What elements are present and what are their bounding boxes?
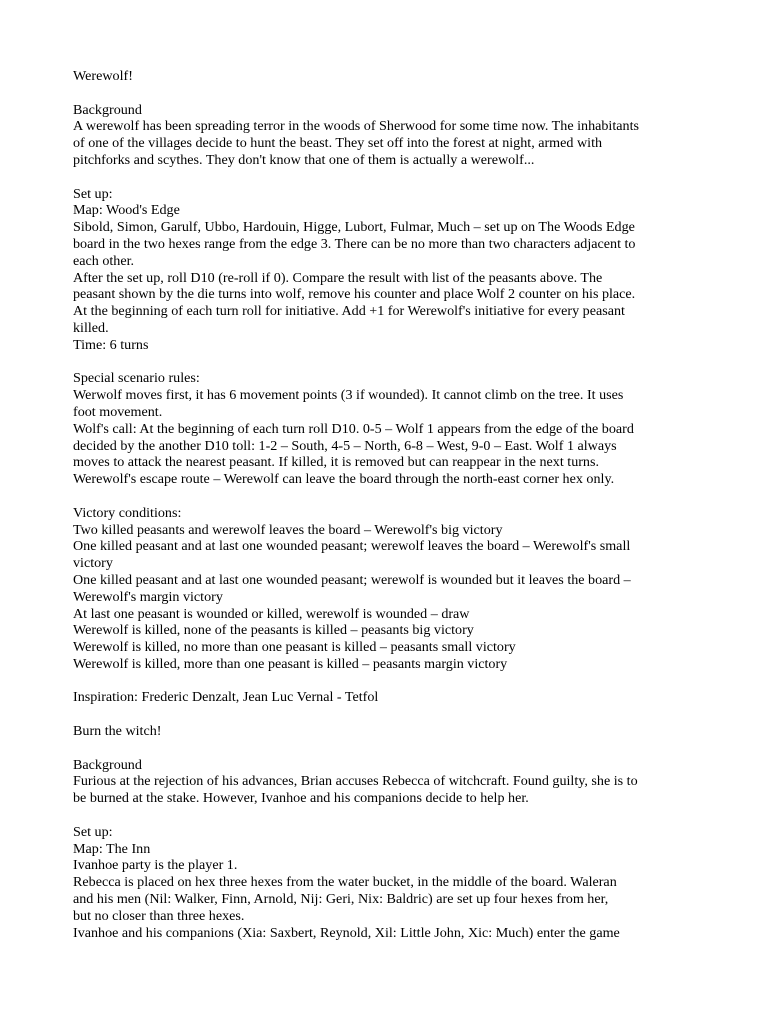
werewolf-setup-line: peasant shown by the die turns into wolf, remove his counter and place Wolf 2 counter on his place. [73,286,636,303]
werewolf-background-heading: Background [73,101,142,118]
werewolf-setup-line: each other. [73,252,135,269]
werewolf-background-line: A werewolf has been spreading terror in the woods of Sherwood for some time now. The inhabitants [73,118,639,135]
spacer [73,706,713,723]
werewolf-rules-line: foot movement. [73,403,163,420]
werewolf-victory-line: Werewolf is killed, more than one peasant is killed – peasants margin victory [73,655,508,672]
spacer [73,354,713,371]
werewolf-background-line: of one of the villages decide to hunt the beast. They set off into the forest at night, armed with [73,135,603,152]
werewolf-victory-line: One killed peasant and at last one wounded peasant; werewolf leaves the board – Werewolf's small [73,538,631,555]
spacer [73,673,713,690]
witch-background-line: Furious at the rejection of his advances, Brian accuses Rebecca of witchcraft. Found guilty, she is to [73,773,638,790]
witch-background-line: be burned at the stake. However, Ivanhoe and his companions decide to help her. [73,790,529,807]
witch-setup-line: and his men (Nil: Walker, Finn, Arnold, Nij: Geri, Nix: Baldric) are set up four hexes from her, [73,891,609,908]
witch-title: Burn the witch! [73,723,162,740]
werewolf-title: Werewolf! [73,68,133,84]
werewolf-setup-heading: Set up: [73,185,113,202]
werewolf-victory-line: Werewolf is killed, none of the peasants is killed – peasants big victory [73,622,474,639]
werewolf-setup-line: Sibold, Simon, Garulf, Ubbo, Hardouin, Higge, Lubort, Fulmar, Much – set up on The Woods Edge [73,219,635,236]
werewolf-victory-line: Werewolf's margin victory [73,588,223,605]
witch-setup-line: Ivanhoe and his companions (Xia: Saxbert, Reynold, Xil: Little John, Xic: Much) enter the game [73,924,620,941]
spacer [73,807,713,824]
werewolf-victory-line: Werewolf is killed, no more than one peasant is killed – peasants small victory [73,639,516,656]
werewolf-rules-line: decided by the another D10 toll: 1-2 – South, 4-5 – North, 6-8 – West, 9-0 – East. Wolf 1 always [73,437,617,454]
spacer [73,85,713,102]
werewolf-victory-line: One killed peasant and at last one wounded peasant; werewolf is wounded but it leaves the board – [73,571,631,588]
werewolf-victory-line: Two killed peasants and werewolf leaves the board – Werewolf's big victory [73,521,503,538]
witch-setup-line: Rebecca is placed on hex three hexes from the water bucket, in the middle of the board. Waleran [73,874,617,891]
werewolf-rules-line: Werewolf's escape route – Werewolf can leave the board through the north-east corner hex only. [73,471,615,488]
werewolf-setup-line: Map: Wood's Edge [73,202,180,219]
werewolf-victory-line: victory [73,555,113,572]
werewolf-setup-line: killed. [73,319,109,336]
werewolf-rules-line: Werwolf moves first, it has 6 movement points (3 if wounded). It cannot climb on the tree. It uses [73,387,624,404]
spacer [73,740,713,757]
werewolf-setup-line: At the beginning of each turn roll for initiative. Add +1 for Werewolf's initiative for every peasant [73,303,625,320]
witch-setup-line: Ivanhoe party is the player 1. [73,857,238,874]
werewolf-setup-line: Time: 6 turns [73,336,149,353]
werewolf-rules-line: Wolf's call: At the beginning of each turn roll D10. 0-5 – Wolf 1 appears from the edge of the board [73,420,634,437]
werewolf-setup-line: After the set up, roll D10 (re-roll if 0). Compare the result with list of the peasants above. The [73,269,603,286]
werewolf-background-line: pitchforks and scythes. They don't know that one of them is actually a werewolf... [73,151,535,168]
werewolf-inspiration: Inspiration: Frederic Denzalt, Jean Luc Vernal - Tetfol [73,689,379,706]
werewolf-victory-heading: Victory conditions: [73,504,182,521]
werewolf-victory-line: At last one peasant is wounded or killed, werewolf is wounded – draw [73,605,470,622]
witch-background-heading: Background [73,756,142,773]
witch-setup-line: Map: The Inn [73,840,151,857]
witch-setup-heading: Set up: [73,823,113,840]
witch-setup-line: but no closer than three hexes. [73,907,245,924]
werewolf-rules-heading: Special scenario rules: [73,370,200,387]
spacer [73,488,713,505]
spacer [73,169,713,186]
werewolf-setup-line: board in the two hexes range from the edge 3. There can be no more than two characters adjacent to [73,235,636,252]
document-page [73,68,713,941]
werewolf-rules-line: moves to attack the nearest peasant. If killed, it is removed but can reappear in the next turns. [73,454,599,471]
